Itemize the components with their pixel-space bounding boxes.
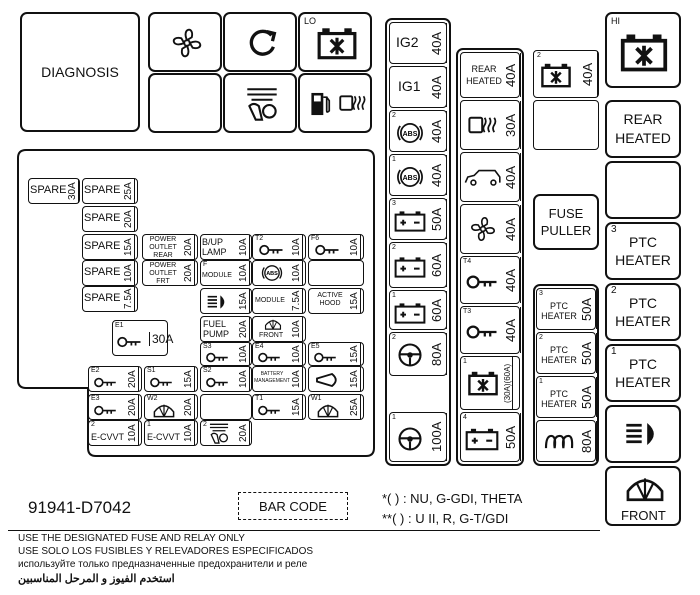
fuse-batt3 (389, 198, 447, 240)
footer-divider (8, 530, 600, 531)
fuse-batt3-amp: 50A (429, 199, 447, 239)
fuse-t1-num: T1 (255, 395, 264, 402)
front-washer-label: FRONT (621, 508, 666, 523)
fuse-abs2-amp: 40A (429, 111, 447, 151)
fuse-batt4-amp: 50A (503, 413, 521, 461)
ptc3-relay (605, 222, 681, 280)
ptc3-relay-num: 3 (611, 224, 617, 235)
fuse-batt2-num: 2 (392, 244, 396, 251)
key-icon (465, 273, 501, 291)
hi-relay (605, 12, 681, 88)
fuse-evvt1 (144, 420, 198, 446)
fuse-ptc2-small-amp: 50A (579, 333, 597, 373)
key-icon (92, 376, 120, 389)
warning-english: USE THE DESIGNATED FUSE AND RELAY ONLY (18, 533, 245, 544)
fuse-steer-small-amp: 20A (238, 421, 250, 445)
fuse-w1-num: W1 (311, 395, 322, 402)
fan-relay (148, 12, 222, 72)
empty-fuse (200, 394, 252, 420)
abs-icon (396, 163, 424, 191)
battery-icon (394, 301, 426, 325)
fuse-fuel-pump (200, 316, 252, 342)
fuse-relay2 (533, 50, 599, 98)
fuse-fuel-pump-amp: 20A (238, 317, 250, 341)
fuse-w2-num: W2 (147, 395, 158, 402)
fuse-spare3 (82, 206, 138, 232)
fuse-rear-heated-label: REAR HEATED (466, 64, 502, 86)
lo-relay (298, 12, 372, 72)
fuse-power-frt-label: POWER OUTLET FRT (149, 262, 177, 285)
fuse-e4-num: E4 (255, 343, 264, 350)
fuse-t4 (460, 256, 520, 304)
battery-icon (465, 427, 499, 451)
fuse-s1-num: S1 (147, 367, 156, 374)
warning-spanish: USE SOLO LOS FUSIBLES Y RELEVADORES ESPECIFICADOS (18, 546, 314, 557)
fuse-s2 (200, 366, 252, 392)
key-icon (148, 376, 176, 389)
fuse-f6-amp: 10A (349, 235, 361, 259)
battery-relay-icon (467, 369, 499, 397)
fuse-spare6 (82, 286, 138, 312)
fuse-t3 (460, 306, 520, 354)
fuse-spare3-amp: 20A (123, 207, 135, 231)
fuse-batt4 (460, 412, 520, 462)
headlamp-icon (623, 417, 667, 451)
empty-slot (533, 100, 599, 150)
fuse-relay1-amp: (30A)(60A) (503, 357, 513, 409)
fuse-steer-small (200, 420, 252, 446)
fuse-battery-management-amp: 10A (291, 367, 303, 391)
fuse-ig2-amp: 40A (429, 23, 447, 63)
fuse-defog (460, 100, 520, 150)
fuse-s1 (144, 366, 198, 392)
key-icon (312, 351, 340, 364)
fuse-car (460, 152, 520, 202)
battery-relay-icon (316, 26, 358, 60)
fuse-active-hood (308, 288, 364, 314)
fuse-defog-amp: 30A (503, 101, 521, 149)
fuse-w1-amp: 25A (349, 395, 361, 419)
key-icon (115, 335, 145, 349)
key-icon (313, 243, 343, 257)
fuse-evvt1-amp: 10A (183, 421, 195, 445)
fuse-s3-amp: 10A (238, 343, 250, 365)
fuse-steer2-amp: 80A (429, 333, 447, 375)
fuse-t1 (252, 394, 306, 420)
fuse-spare4 (82, 234, 138, 260)
fuse-batt2 (389, 242, 447, 288)
fuse-spare2-amp: 25A (123, 179, 135, 203)
rear-defog-icon (467, 113, 499, 137)
ptc2-relay-num: 2 (611, 285, 617, 296)
fuse-evvt2-label: E-CVVT (91, 432, 125, 442)
fuse-spare1-amp: 30A (67, 179, 79, 203)
fuse-t4-num: T4 (463, 258, 472, 265)
fuse-t2-amp: 10A (291, 235, 303, 259)
fuse-ptc2-small (536, 332, 596, 374)
fuse-ig1 (389, 66, 447, 108)
fuse-evvt1-label: E-CVVT (147, 432, 181, 442)
ptc2-relay (605, 283, 681, 341)
seat-icon (205, 423, 233, 445)
fuse-rear-heated-amp: 40A (503, 53, 521, 97)
fuse-t3-amp: 40A (503, 307, 521, 353)
fuse-relay2-amp: 40A (580, 51, 598, 97)
fuse-car-amp: 40A (503, 153, 521, 201)
fuse-abs1 (389, 154, 447, 196)
fuse-t2-num: T2 (255, 235, 264, 242)
fuse-spare5 (82, 260, 138, 286)
fuse-relay1-num: 1 (463, 358, 467, 365)
fuse-relay2-num: 2 (537, 52, 541, 59)
barcode-label: BAR CODE (259, 498, 327, 514)
fuse-fan-amp: 40A (503, 205, 521, 253)
fuse-e2-amp: 20A (127, 367, 139, 391)
fuse-steer2-num: 2 (392, 334, 396, 341)
fuse-e5-num: E5 (311, 343, 320, 350)
key-icon (204, 351, 232, 364)
fuse-ptc3-small-label: PTC HEATER (541, 301, 577, 321)
fuel-relay (298, 73, 372, 133)
fuse-module2 (252, 288, 306, 314)
fuse-e2 (88, 366, 142, 392)
fuse-evvt2-amp: 10A (127, 421, 139, 445)
ptc1-relay-num: 1 (611, 346, 617, 357)
barcode-box (238, 492, 348, 520)
fuse-power-frt (142, 260, 198, 286)
fuse-spare1-label: SPARE (30, 184, 67, 196)
fuse-e2-num: E2 (91, 367, 100, 374)
fuse-abs-small (252, 260, 306, 286)
abs-icon (396, 119, 424, 147)
key-icon (465, 323, 501, 341)
fuse-spare2 (82, 178, 138, 204)
fuse-ptc2-small-label: PTC HEATER (541, 345, 577, 365)
reload-icon (243, 24, 281, 62)
fuse-evvt1-num: 1 (147, 421, 151, 428)
fuse-e4 (252, 342, 306, 366)
rear-heated-relay-label: REAR HEATED (615, 111, 671, 146)
fuse-module2-amp: 7.5A (291, 290, 302, 312)
battery-icon (394, 209, 426, 233)
fuse-ig1-amp: 40A (429, 67, 447, 107)
fuse-e1-num: E1 (115, 322, 124, 329)
washer-icon (151, 401, 177, 419)
fuse-f-module-label: MODULE (202, 272, 232, 279)
washer-icon (263, 317, 283, 331)
reload-relay (223, 12, 297, 72)
fuse-abs2 (389, 110, 447, 152)
fuse-steer1-num: 1 (392, 414, 396, 421)
fuse-steer1-amp: 100A (429, 413, 447, 461)
fuse-batt1 (389, 290, 447, 330)
fuse-power-rear (142, 234, 198, 260)
fuse-fog-amp: 15A (238, 289, 250, 313)
fuse-f-module-amp: 10A (238, 261, 250, 285)
fuse-bup-lamp-amp: 10A (238, 235, 250, 259)
fuse-e4-amp: 10A (291, 343, 303, 365)
fog-lamp-icon (205, 292, 233, 312)
fuse-ptc3-small-num: 3 (539, 290, 543, 297)
fuse-active-hood-label: ACTIVE HOOD (317, 292, 343, 307)
fuse-ptc1-small-amp: 50A (579, 377, 597, 417)
key-icon (204, 376, 232, 389)
fuse-w1 (308, 394, 364, 420)
note-1: *( ) : NU, G-GDI, THETA (382, 491, 523, 506)
fuse-coil-amp: 80A (579, 421, 597, 461)
fuse-power-rear-label: POWER OUTLET REAR (149, 236, 177, 259)
rear-heated-relay (605, 100, 681, 158)
seat-relay (223, 73, 297, 133)
fuse-abs1-amp: 40A (429, 155, 447, 195)
fuse-batt2-amp: 60A (429, 243, 447, 287)
fuse-f6 (308, 234, 364, 260)
fuse-batt3-num: 3 (392, 200, 396, 207)
fuse-e1 (112, 320, 174, 356)
fuse-batt1-num: 1 (392, 292, 396, 299)
fuse-spare6-label: SPARE (84, 292, 121, 304)
fuse-power-frt-amp: 20A (183, 261, 195, 285)
fuse-horn (308, 366, 364, 392)
fuse-s3 (200, 342, 252, 366)
fuse-e5-amp: 15A (349, 343, 361, 365)
fuse-puller-label: FUSE PULLER (540, 206, 592, 238)
steering-wheel-icon (396, 425, 424, 453)
ptc3-relay-label: PTC HEATER (615, 234, 671, 268)
fuse-power-rear-amp: 20A (183, 235, 195, 259)
ptc2-relay-label: PTC HEATER (615, 295, 671, 329)
fuse-s2-amp: 10A (238, 367, 250, 391)
fuse-ig1-label: IG1 (398, 78, 421, 94)
fuse-ptc1-small-num: 1 (539, 378, 543, 385)
fuse-ptc3-small-amp: 50A (579, 289, 597, 329)
fuse-spare5-amp: 10A (123, 261, 135, 285)
car-icon (463, 167, 503, 187)
ptc1-relay (605, 344, 681, 402)
empty-fuse (308, 260, 364, 286)
battery-relay-icon (540, 61, 572, 89)
key-icon (257, 243, 287, 257)
diagnosis-label: DIAGNOSIS (41, 64, 119, 80)
fuse-ptc3-small (536, 288, 596, 330)
fuse-s2-num: S2 (203, 367, 212, 374)
fuse-spare4-label: SPARE (84, 240, 121, 252)
fuse-coil (536, 420, 596, 462)
fuse-e3-num: E3 (91, 395, 100, 402)
fuse-t1-amp: 15A (291, 395, 303, 419)
fan-icon (168, 24, 206, 62)
fuse-battery-management (252, 366, 306, 392)
washer-icon (623, 472, 667, 504)
fuse-fog (200, 288, 252, 314)
diagnosis-block (20, 12, 140, 132)
fuel-icon (308, 89, 342, 119)
fuse-s3-num: S3 (203, 343, 212, 350)
fuse-w2 (144, 394, 198, 420)
fuse-spare6-amp: 7.5A (123, 288, 134, 310)
fuse-spare3-label: SPARE (84, 212, 121, 224)
fuse-spare5-label: SPARE (84, 266, 121, 278)
front-washer-relay (605, 466, 681, 526)
key-icon (256, 404, 284, 417)
empty-relay (148, 73, 222, 133)
fuse-e3-amp: 20A (127, 395, 139, 419)
fuse-ig2-label: IG2 (396, 34, 419, 50)
abs-icon (261, 262, 283, 284)
battery-relay-icon (619, 32, 669, 72)
ptc1-relay-label: PTC HEATER (615, 356, 671, 390)
fuse-ig2 (389, 22, 447, 64)
fuse-relay1 (460, 356, 520, 410)
fuse-spare1 (28, 178, 80, 204)
fuse-ptc2-small-num: 2 (539, 334, 543, 341)
fuse-fuel-pump-label: FUEL PUMP (203, 319, 230, 339)
fuse-t4-amp: 40A (503, 257, 521, 303)
fuse-spare2-label: SPARE (84, 184, 121, 196)
fuse-abs2-num: 2 (392, 112, 396, 119)
fuse-abs1-num: 1 (392, 156, 396, 163)
fuse-horn-amp: 15A (349, 367, 361, 391)
fuse-fan (460, 204, 520, 254)
part-number: 91941-D7042 (28, 498, 132, 517)
fuse-module2-label: MODULE (255, 297, 285, 304)
washer-icon (315, 401, 341, 419)
fuse-f-module (200, 260, 252, 286)
steering-wheel-icon (396, 341, 424, 369)
fuse-e3 (88, 394, 142, 420)
note-2: **( ) : U II, R, G-T/GDI (382, 511, 509, 526)
fuse-ptc1-small (536, 376, 596, 418)
fuse-rear-heated (460, 52, 520, 98)
fuse-f-module-num: F (203, 261, 208, 268)
fuse-bup-lamp-label: B/UP LAMP (202, 237, 227, 257)
horn-icon (313, 371, 345, 389)
fuse-t3-num: T3 (463, 308, 472, 315)
fuse-battery-management-label: BATTERY MANAGEMENT (254, 371, 290, 384)
fuse-front-washer (252, 316, 306, 342)
fuse-steer-small-num: 2 (203, 421, 207, 428)
fuse-batt4-num: 4 (463, 414, 467, 421)
fuse-front-washer-label: FRONT (259, 332, 284, 339)
fuse-puller[interactable] (533, 194, 599, 250)
fuse-active-hood-amp: 15A (349, 289, 361, 313)
fuse-f6-num: F6 (311, 235, 320, 242)
fuse-front-washer-amp: 10A (291, 317, 303, 341)
headlamp-relay (605, 405, 681, 463)
fuse-abs-small-amp: 10A (291, 261, 303, 285)
fuse-s1-amp: 15A (183, 367, 195, 391)
fuse-e5 (308, 342, 364, 366)
seat-icon (241, 87, 283, 123)
fuse-spare4-amp: 15A (123, 235, 135, 259)
coil-icon (541, 429, 577, 455)
hi-label: HI (611, 16, 620, 26)
fuse-t2 (252, 234, 306, 260)
fuse-bup-lamp (200, 234, 252, 260)
key-icon (92, 404, 120, 417)
warning-russian: используйте только предназначенные предохранители и реле (18, 559, 308, 570)
fuse-steer1 (389, 412, 447, 462)
empty-relay (605, 161, 681, 219)
fuse-w2-amp: 20A (183, 395, 195, 419)
lo-label: LO (304, 16, 317, 26)
warning-arabic: استخدم الفيوز و المرحل المناسبين (18, 573, 175, 585)
fuse-ptc1-small-label: PTC HEATER (541, 389, 577, 409)
heat-icon (338, 91, 368, 115)
fuse-evvt2-num: 2 (91, 421, 95, 428)
battery-icon (394, 255, 426, 279)
fan-icon (467, 213, 499, 245)
fuse-batt1-amp: 60A (429, 291, 447, 329)
key-icon (256, 351, 284, 364)
fuse-steer2 (389, 332, 447, 376)
fuse-e1-amp: 30A (149, 332, 173, 346)
fuse-evvt2 (88, 420, 142, 446)
